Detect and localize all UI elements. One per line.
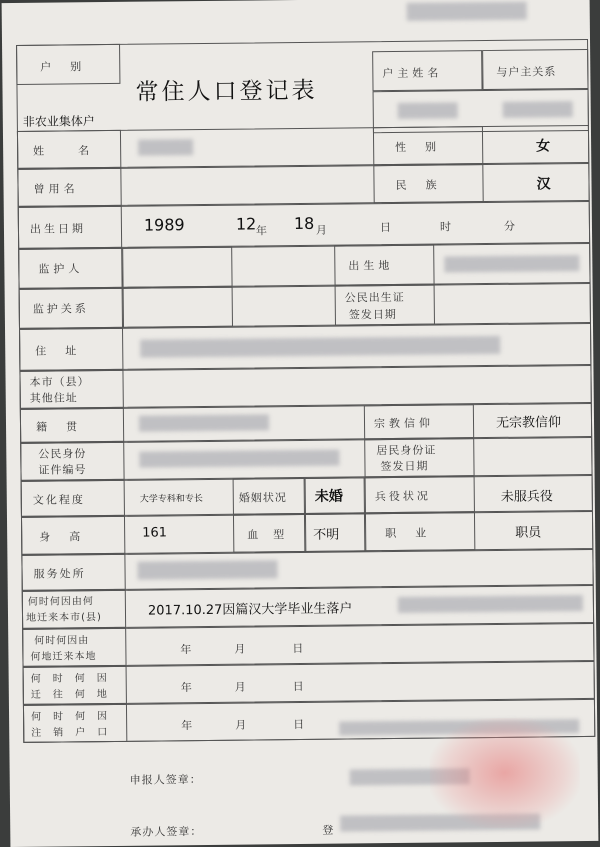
- redacted-name: [138, 139, 193, 156]
- moved-local-label-2: 何地迁来本地: [30, 651, 97, 663]
- handler-signature-suffix: 登: [322, 823, 335, 837]
- redacted-id: [139, 450, 339, 468]
- marital-label: 婚姻状况: [238, 491, 287, 505]
- education-value: 大学专科和专长: [139, 494, 203, 505]
- moved-in-label-2: 地迁来本市(县): [25, 612, 102, 624]
- household-type-label: 户 别: [40, 60, 86, 74]
- moved-local-year: 年: [180, 643, 193, 657]
- occupation-label: 职 业: [385, 526, 431, 541]
- moved-out-day: 日: [292, 679, 305, 694]
- marital-value: 未婚: [314, 488, 343, 505]
- other-address-label-1: 本市（县）: [29, 375, 90, 389]
- birth-day-unit: 月: [315, 223, 329, 237]
- cancel-label-2: 注 销 户 口: [31, 727, 109, 739]
- moved-in-label-1: 何时何因由何: [27, 596, 94, 608]
- native-label: 籍 贯: [35, 420, 82, 434]
- religion-value: 无宗教信仰: [495, 415, 562, 431]
- applicant-signature-label: 申报人签章：: [129, 773, 202, 787]
- redacted-moved-in: [398, 595, 583, 613]
- name-label: 姓 名: [33, 144, 94, 158]
- head-name-label: 户主姓名: [382, 66, 443, 81]
- blood-value: 不明: [313, 527, 340, 543]
- guardian-relation-value-cell: [123, 287, 233, 328]
- moved-local-label-1: 何时何因由: [34, 635, 90, 647]
- redacted-head-name: [398, 102, 458, 119]
- moved-out-month: 月: [234, 680, 247, 694]
- birthplace-label: 出生地: [348, 259, 394, 273]
- moved-out-year: 年: [180, 681, 193, 695]
- height-label: 身 高: [39, 530, 85, 544]
- former-name-label: 曾用名: [33, 182, 79, 196]
- occupation-value: 职员: [515, 525, 542, 541]
- id-label-1: 公民身份: [38, 447, 87, 461]
- redacted-native: [139, 414, 269, 431]
- relation-label: 与户主关系: [496, 65, 557, 79]
- address-label: 住 址: [35, 344, 81, 358]
- official-seal-stamp: [429, 717, 580, 829]
- redacted-relation: [503, 101, 573, 118]
- ethnicity-label: 民 族: [395, 178, 441, 192]
- redacted-birthplace: [444, 255, 579, 272]
- gender-value: 女: [536, 138, 551, 155]
- birth-cert-label-1: 公民出生证: [344, 290, 405, 305]
- cancel-day: 日: [293, 717, 306, 732]
- guardian-label: 监护人: [38, 262, 84, 276]
- guardian-value-cell: [122, 247, 232, 288]
- birth-month-unit: 年: [255, 224, 269, 238]
- birth-hour-unit: 时: [439, 220, 453, 234]
- blood-label: 血 型: [247, 528, 287, 542]
- redacted-address: [140, 336, 500, 358]
- birth-day: 18: [293, 213, 315, 234]
- cancel-month: 月: [235, 718, 248, 732]
- height-value: 161: [142, 525, 168, 541]
- birth-month: 12: [235, 214, 257, 234]
- moved-in-value: 2017.10.27因篇汉大学毕业生落户: [147, 601, 353, 619]
- military-value: 未服兵役: [500, 489, 553, 505]
- birth-minute-unit: 分: [503, 219, 517, 233]
- redacted-workplace: [137, 560, 277, 579]
- redacted-header: [407, 2, 527, 21]
- military-label: 兵役状况: [374, 489, 431, 504]
- education-label: 文化程度: [32, 493, 85, 507]
- gender-label: 性 别: [395, 140, 441, 154]
- birth-cert-label-2: 签发日期: [348, 307, 397, 322]
- household-type-value: 非农业集体户: [22, 114, 95, 129]
- birth-label: 出生日期: [29, 222, 87, 236]
- ethnicity-value: 汉: [536, 176, 551, 193]
- cancel-label-1: 何 时 何 因: [31, 711, 109, 723]
- guardian-relation-label: 监护关系: [32, 302, 89, 316]
- moved-out-label-1: 何 时 何 因: [30, 673, 108, 685]
- birth-date-day-unit: 日: [379, 221, 393, 235]
- birth-year: 1989: [143, 215, 185, 235]
- workplace-label: 服务处所: [33, 567, 86, 581]
- resident-id-label-1: 居民身份证: [376, 443, 437, 458]
- moved-local-day: 日: [292, 641, 305, 656]
- religion-label: 宗教信仰: [373, 416, 435, 431]
- handler-signature-label: 承办人签章：: [130, 825, 203, 839]
- cancel-year: 年: [181, 719, 194, 733]
- moved-local-month: 月: [234, 642, 247, 656]
- registration-form-paper: [2, 0, 599, 847]
- moved-out-label-2: 迁 往 何 地: [30, 689, 108, 701]
- page-title: 常住人口登记表: [135, 77, 318, 106]
- other-address-label-2: 其他住址: [29, 391, 78, 405]
- id-label-2: 证件编号: [38, 463, 87, 477]
- resident-id-label-2: 签发日期: [380, 459, 429, 474]
